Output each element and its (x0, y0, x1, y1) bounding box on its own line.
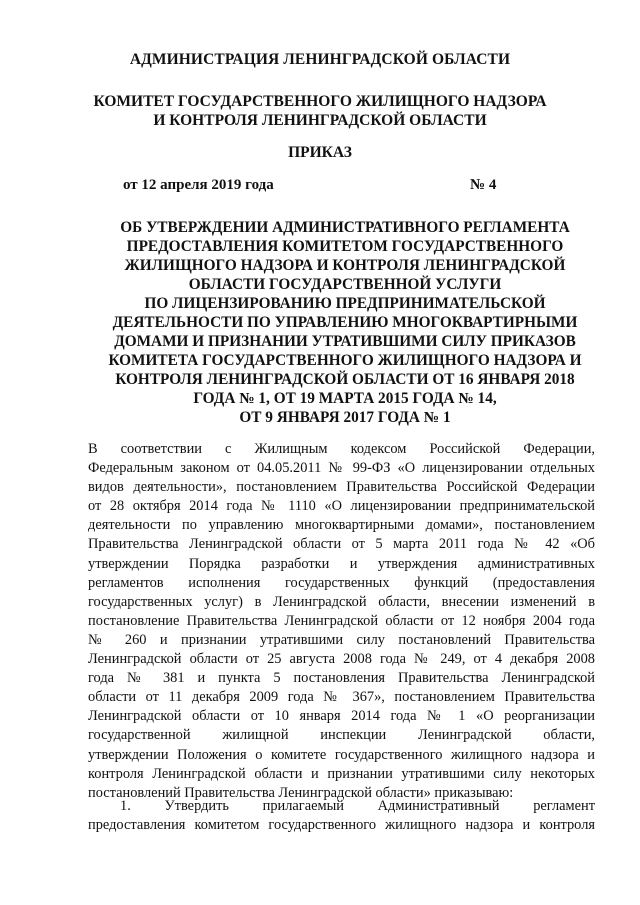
body-line: В соответствии с Жилищным кодексом Российской Федерации, (88, 441, 595, 457)
body-line: контроля Ленинградской области и признании утратившими силу некоторых (88, 765, 595, 782)
organization-heading: АДМИНИСТРАЦИЯ ЛЕНИНГРАДСКОЙ ОБЛАСТИ (129, 51, 511, 68)
body-line: области от 11 декабря 2009 года № 367», постановлением Правительства (88, 689, 595, 706)
body-line: от 28 октября 2014 года № 1110 «О лицензировании предпринимательской (88, 498, 595, 515)
order-label: ПРИКАЗ (288, 144, 352, 161)
order-item-1 (88, 797, 595, 835)
body-line: видов деятельности», постановлением Правительства Российской Федерации (88, 479, 595, 496)
title-line: ДЕЯТЕЛЬНОСТИ ПО УПРАВЛЕНИЮ МНОГОКВАРТИРНЫМИ (112, 314, 578, 331)
body-line: регламентов исполнения государственных функций (предоставления (88, 574, 595, 591)
body-line: Ленинградской области от 10 января 2014 года № 1 «О реорганизации (88, 708, 595, 725)
body-line: Правительства Ленинградской области от 5 марта 2011 года № 42 «Об (88, 536, 595, 553)
order-date: от 12 апреля 2019 года (123, 177, 274, 193)
title-line: ПО ЛИЦЕНЗИРОВАНИЮ ПРЕДПРИНИМАТЕЛЬСКОЙ (144, 295, 546, 312)
body-line: государственных услуг) в Ленинградской области, внесении изменений в (88, 593, 595, 610)
title-line: ОБЛАСТИ ГОСУДАРСТВЕННОЙ УСЛУГИ (188, 276, 502, 293)
title-line: КОНТРОЛЯ ЛЕНИНГРАДСКОЙ ОБЛАСТИ ОТ 16 ЯНВАРЯ 2018 (115, 371, 575, 388)
title-line: ОТ 9 ЯНВАРЯ 2017 ГОДА № 1 (239, 409, 451, 426)
title-line: ЖИЛИЩНОГО НАДЗОРА И КОНТРОЛЯ ЛЕНИНГРАДСКОЙ (124, 257, 566, 274)
body-line: постановление Правительства Ленинградской области от 12 ноября 2004 года (88, 612, 595, 629)
order-title (90, 218, 600, 427)
body-line: утверждении Положения о комитете государственного жилищного надзора и (88, 746, 595, 763)
item-line: предоставления комитетом государственного жилищного надзора и контроля (88, 817, 595, 834)
committee-heading (0, 92, 640, 130)
committee-line: И КОНТРОЛЯ ЛЕНИНГРАДСКОЙ ОБЛАСТИ (153, 112, 487, 129)
body-line: Федеральным законом от 04.05.2011 № 99-ФЗ «О лицензировании отдельных (88, 460, 595, 477)
title-line: ОБ УТВЕРЖДЕНИИ АДМИНИСТРАТИВНОГО РЕГЛАМЕНТА (120, 219, 570, 236)
body-line: государственной жилищной инспекции Ленинградской области, (88, 727, 595, 744)
order-number: № 4 (470, 177, 497, 193)
title-line: ГОДА № 1, ОТ 19 МАРТА 2015 ГОДА № 14, (193, 390, 497, 407)
item-line: 1. Утвердить прилагаемый Административный регламент (120, 798, 595, 814)
title-line: КОМИТЕТА ГОСУДАРСТВЕННОГО ЖИЛИЩНОГО НАДЗОРА И (108, 352, 582, 369)
body-line: деятельности по управлению многоквартирными домами», постановлением (88, 517, 595, 534)
body-line: № 260 и признании утратившими силу постановлений Правительства (88, 631, 595, 648)
title-line: ПРЕДОСТАВЛЕНИЯ КОМИТЕТОМ ГОСУДАРСТВЕННОГО (126, 238, 564, 255)
committee-line: КОМИТЕТ ГОСУДАРСТВЕННОГО ЖИЛИЩНОГО НАДЗОРА (93, 93, 547, 110)
title-line: ДОМАМИ И ПРИЗНАНИИ УТРАТИВШИМИ СИЛУ ПРИКАЗОВ (114, 333, 576, 350)
body-line: года № 381 и пункта 5 постановления Правительства Ленинградской (88, 670, 595, 687)
preamble-paragraph (88, 440, 595, 803)
body-line: Ленинградской области от 25 августа 2008 года № 249, от 4 декабря 2008 (88, 651, 595, 668)
body-line: утверждении Порядка разработки и утверждения административных (88, 555, 595, 572)
body-line: постановлений Правительства Ленинградской области» приказываю: (88, 784, 514, 801)
